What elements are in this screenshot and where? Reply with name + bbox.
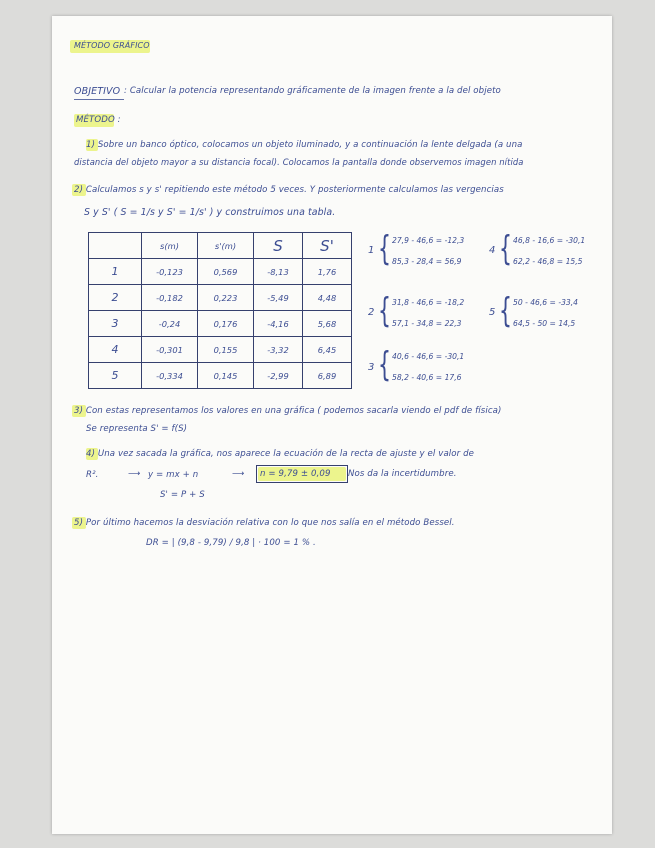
table-header-cell: S	[254, 233, 303, 259]
calc-group-4-line-b: 62,2 - 46,8 = 15,5	[513, 257, 583, 266]
calc-group-1-number: 1	[368, 245, 375, 256]
table-header-cell: s(m)	[142, 233, 198, 259]
calc-group-3-number: 3	[368, 362, 375, 373]
step4-uncertainty-note: Nos da la incertidumbre.	[348, 469, 457, 479]
table-cell: 3	[89, 311, 142, 337]
table-cell: 5,68	[303, 311, 352, 337]
step3-line2: Se representa S' = f(S)	[86, 424, 188, 434]
step2-line1: 2) Calculamos s y s' repitiendo este método 5 veces. Y posteriormente calculamos las vergencias	[74, 185, 504, 195]
table-cell: -0,24	[142, 311, 198, 337]
objective-underline	[74, 99, 124, 100]
table-cell: 6,45	[303, 337, 352, 363]
table-cell: 0,155	[198, 337, 254, 363]
table-cell: -2,99	[254, 363, 303, 389]
table-cell: -0,182	[142, 285, 198, 311]
calc-group-1-line-b: 85,3 - 28,4 = 56,9	[392, 257, 462, 266]
arrow-icon: ⟶	[232, 469, 245, 479]
page-heading: MÉTODO GRÁFICO	[74, 41, 150, 50]
table-cell: 0,176	[198, 311, 254, 337]
table-cell: -3,32	[254, 337, 303, 363]
table-cell: 5	[89, 363, 142, 389]
brace-symbol: {	[378, 291, 391, 331]
step1-line1: 1) Sobre un banco óptico, colocamos un objeto iluminado, y a continuación la lente delgada (a una	[86, 140, 523, 150]
calc-group-2-line-a: 31,8 - 46,6 = -18,2	[392, 298, 465, 307]
table-cell: 4,48	[303, 285, 352, 311]
table-header-cell: s'(m)	[198, 233, 254, 259]
table-cell: 0,223	[198, 285, 254, 311]
table-row	[89, 259, 352, 285]
brace-symbol: {	[378, 345, 391, 385]
brace-symbol: {	[378, 229, 391, 269]
measurements-table	[88, 232, 352, 389]
table-header-row	[89, 233, 352, 259]
table-cell: 1	[89, 259, 142, 285]
step4-equation-line: y = mx + n	[148, 470, 199, 480]
table-cell: -0,301	[142, 337, 198, 363]
calc-group-2-number: 2	[368, 307, 375, 318]
brace-symbol: {	[499, 229, 512, 269]
step5-line1: 5) Por último hacemos la desviación relativa con lo que nos salía en el método Bessel.	[74, 518, 455, 528]
calc-group-5-line-b: 64,5 - 50 = 14,5	[513, 319, 576, 328]
table-row	[89, 311, 352, 337]
calc-group-4-line-a: 46,8 - 16,6 = -30,1	[513, 236, 586, 245]
brace-symbol: {	[499, 291, 512, 331]
table-cell: 2	[89, 285, 142, 311]
calc-group-5-line-a: 50 - 46,6 = -33,4	[513, 298, 578, 307]
notebook-page	[52, 16, 612, 834]
table-cell: -0,123	[142, 259, 198, 285]
table-cell: 4	[89, 337, 142, 363]
step2-line2: S y S' ( S = 1/s y S' = 1/s' ) y construimos una tabla.	[84, 207, 336, 218]
calc-group-2-line-b: 57,1 - 34,8 = 22,3	[392, 319, 462, 328]
objective-text: : Calcular la potencia representando gráficamente de la imagen frente a la del objeto	[124, 86, 501, 96]
calc-group-4-number: 4	[489, 245, 496, 256]
table-header-cell: S'	[303, 233, 352, 259]
table-row	[89, 337, 352, 363]
method-label: MÉTODO :	[76, 115, 121, 125]
objective-label: OBJETIVO	[74, 86, 121, 97]
calc-group-5-number: 5	[489, 307, 496, 318]
calc-group-3-line-a: 40,6 - 46,6 = -30,1	[392, 352, 465, 361]
step3-line1: 3) Con estas representamos los valores en una gráfica ( podemos sacarla viendo el pdf de física)	[74, 406, 502, 416]
step4-line1: 4) Una vez sacada la gráfica, nos aparece la ecuación de la recta de ajuste y el valor de	[86, 449, 475, 459]
step4-r2: R².	[86, 470, 99, 480]
table-row	[89, 363, 352, 389]
table-row	[89, 285, 352, 311]
calc-group-1-line-a: 27,9 - 46,6 = -12,3	[392, 236, 465, 245]
step4-boxed-result: n = 9,79 ± 0,09	[260, 469, 331, 479]
table-cell: 1,76	[303, 259, 352, 285]
table-cell: 0,145	[198, 363, 254, 389]
calc-group-3-line-b: 58,2 - 40,6 = 17,6	[392, 373, 462, 382]
table-cell: -8,13	[254, 259, 303, 285]
step5-relative-deviation: DR = | (9,8 - 9,79) / 9,8 | · 100 = 1 % .	[146, 538, 316, 548]
table-cell: -4,16	[254, 311, 303, 337]
table-header-cell	[89, 233, 142, 259]
step4-equation-vergence: S' = P + S	[160, 490, 205, 500]
table-cell: 6,89	[303, 363, 352, 389]
arrow-icon: ⟶	[128, 469, 141, 479]
table-cell: -0,334	[142, 363, 198, 389]
table-cell: -5,49	[254, 285, 303, 311]
step1-line2: distancia del objeto mayor a su distancia focal). Colocamos la pantalla donde observemos imagen nítida	[74, 157, 524, 167]
table-cell: 0,569	[198, 259, 254, 285]
